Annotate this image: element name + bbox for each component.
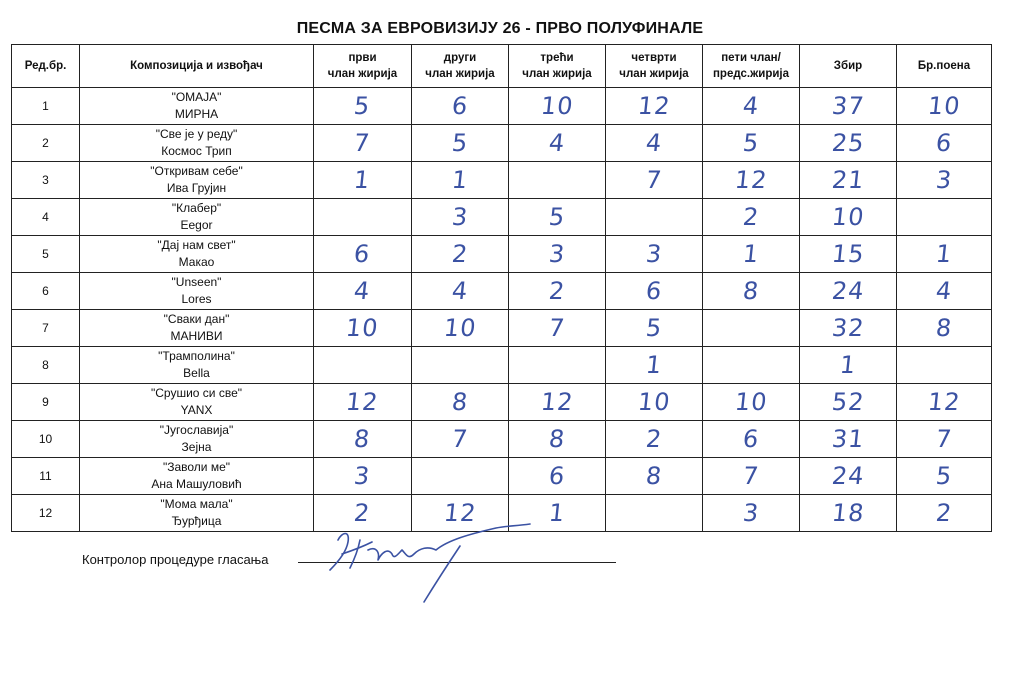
handwritten-value: 24	[830, 462, 866, 490]
song-title: "Трамполина"	[158, 349, 235, 363]
row-number: 10	[12, 421, 80, 458]
handwritten-value: 12	[636, 92, 672, 120]
juror-4-score	[606, 310, 703, 347]
sum-cell	[800, 421, 897, 458]
song-cell	[80, 495, 314, 532]
table-row	[12, 125, 992, 162]
handwritten-value: 1	[450, 166, 470, 194]
handwritten-value: 5	[741, 129, 761, 157]
table-row	[12, 458, 992, 495]
song-cell	[80, 421, 314, 458]
handwritten-value: 1	[741, 240, 761, 268]
handwritten-value: 10	[733, 388, 769, 416]
handwritten-value: 18	[830, 499, 866, 527]
juror-5-score	[703, 421, 800, 458]
handwritten-value: 5	[934, 462, 954, 490]
juror-4-score	[606, 421, 703, 458]
handwritten-value: 52	[830, 388, 866, 416]
handwritten-value: 3	[547, 240, 567, 268]
juror-5-score	[703, 347, 800, 384]
row-number: 3	[12, 162, 80, 199]
row-number: 4	[12, 199, 80, 236]
points-cell	[897, 125, 992, 162]
handwritten-value: 7	[934, 425, 954, 453]
song-artist: Lores	[181, 292, 212, 306]
handwritten-value: 25	[830, 129, 866, 157]
juror-2-score	[412, 421, 509, 458]
handwritten-value: 1	[352, 166, 373, 194]
juror-3-score	[509, 162, 606, 199]
juror-2-score	[412, 458, 509, 495]
handwritten-value: 8	[934, 314, 954, 342]
handwritten-value: 4	[644, 129, 664, 157]
table-row	[12, 421, 992, 458]
table-row	[12, 199, 992, 236]
juror-4-score	[606, 495, 703, 532]
sum-cell	[800, 88, 897, 125]
juror-4-score	[606, 199, 703, 236]
song-title: "Unseen"	[171, 275, 222, 289]
sum-cell	[800, 495, 897, 532]
handwritten-value: 12	[926, 388, 962, 416]
handwritten-value: 10	[539, 92, 575, 120]
juror-5-score	[703, 310, 800, 347]
handwritten-value: 24	[830, 277, 866, 305]
handwritten-value: 4	[547, 129, 567, 157]
handwritten-value: 3	[644, 240, 664, 268]
juror-5-score	[703, 199, 800, 236]
handwritten-value: 10	[830, 203, 866, 231]
juror-4-score	[606, 162, 703, 199]
juror-1-score	[314, 162, 412, 199]
table-row	[12, 88, 992, 125]
handwritten-value: 1	[934, 240, 954, 268]
sum-cell	[800, 125, 897, 162]
points-cell	[897, 384, 992, 421]
points-cell	[897, 458, 992, 495]
handwritten-value: 5	[450, 129, 470, 157]
handwritten-value: 10	[636, 388, 672, 416]
handwritten-value: 6	[741, 425, 761, 453]
song-title: "Све је у реду"	[155, 127, 238, 141]
handwritten-value: 2	[450, 240, 470, 268]
handwritten-value: 32	[830, 314, 866, 342]
song-title: "Клабер"	[171, 201, 222, 215]
handwritten-value: 5	[644, 314, 664, 342]
juror-4-score	[606, 273, 703, 310]
table-row	[12, 347, 992, 384]
handwritten-value: 4	[450, 277, 470, 305]
row-number: 5	[12, 236, 80, 273]
handwritten-value: 7	[741, 462, 761, 490]
song-artist: Ива Грујин	[166, 181, 227, 195]
juror-5-score	[703, 236, 800, 273]
juror-5-score	[703, 125, 800, 162]
juror-1-score	[314, 88, 412, 125]
handwritten-value: 2	[352, 499, 373, 527]
juror-5-score	[703, 273, 800, 310]
song-title: "ОМАЈА"	[171, 90, 222, 104]
row-number: 8	[12, 347, 80, 384]
header-row	[12, 45, 992, 88]
sum-cell	[800, 310, 897, 347]
page-title: ПЕСМА ЗА ЕВРОВИЗИЈУ 26 - ПРВО ПОЛУФИНАЛЕ	[296, 20, 704, 37]
handwritten-value: 2	[741, 203, 761, 231]
row-number: 9	[12, 384, 80, 421]
table-row	[12, 273, 992, 310]
row-number: 7	[12, 310, 80, 347]
song-cell	[80, 458, 314, 495]
points-cell	[897, 236, 992, 273]
handwritten-value: 5	[352, 92, 373, 120]
juror-2-score	[412, 125, 509, 162]
juror-5-score	[703, 88, 800, 125]
controller-label: Контролор процедуре гласања	[82, 552, 269, 567]
handwritten-value: 15	[830, 240, 866, 268]
handwritten-value: 1	[838, 351, 858, 379]
handwritten-value: 3	[352, 462, 373, 490]
handwritten-value: 10	[344, 314, 381, 342]
song-cell	[80, 273, 314, 310]
header-cell: четврти члан жирија	[606, 45, 703, 88]
sum-cell	[800, 236, 897, 273]
juror-3-score	[509, 347, 606, 384]
row-number: 12	[12, 495, 80, 532]
juror-4-score	[606, 236, 703, 273]
juror-1-score	[314, 236, 412, 273]
points-cell	[897, 495, 992, 532]
song-title: "Срушио си све"	[150, 386, 242, 400]
handwritten-value: 3	[450, 203, 470, 231]
sum-cell	[800, 384, 897, 421]
juror-2-score	[412, 199, 509, 236]
handwritten-value: 10	[442, 314, 478, 342]
song-cell	[80, 384, 314, 421]
header-cell: Композиција и извођач	[80, 45, 314, 88]
handwritten-value: 4	[352, 277, 373, 305]
sum-cell	[800, 199, 897, 236]
juror-3-score	[509, 458, 606, 495]
song-title: "Сваки дан"	[163, 312, 230, 326]
song-cell	[80, 310, 314, 347]
handwritten-value: 6	[644, 277, 664, 305]
song-title: "Југославија"	[159, 423, 234, 437]
row-number: 11	[12, 458, 80, 495]
header-cell: Збир	[800, 45, 897, 88]
handwritten-value: 2	[934, 499, 954, 527]
voting-table	[11, 44, 992, 532]
handwritten-value: 6	[352, 240, 373, 268]
juror-1-score	[314, 347, 412, 384]
handwritten-value: 6	[547, 462, 567, 490]
juror-2-score	[412, 347, 509, 384]
points-cell	[897, 273, 992, 310]
juror-5-score	[703, 162, 800, 199]
juror-1-score	[314, 273, 412, 310]
handwritten-value: 12	[539, 388, 575, 416]
handwritten-value: 8	[352, 425, 373, 453]
row-number: 6	[12, 273, 80, 310]
sum-cell	[800, 273, 897, 310]
juror-5-score	[703, 495, 800, 532]
song-artist: МАНИВИ	[170, 329, 223, 343]
song-artist: Зејна	[181, 440, 212, 454]
sum-cell	[800, 162, 897, 199]
table-row	[12, 310, 992, 347]
juror-3-score	[509, 384, 606, 421]
juror-2-score	[412, 236, 509, 273]
juror-3-score	[509, 273, 606, 310]
handwritten-value: 2	[547, 277, 567, 305]
juror-3-score	[509, 88, 606, 125]
header-cell: Ред.бр.	[12, 45, 80, 88]
points-cell	[897, 162, 992, 199]
sum-cell	[800, 458, 897, 495]
points-cell	[897, 199, 992, 236]
handwritten-value: 3	[934, 166, 954, 194]
handwritten-value: 7	[644, 166, 664, 194]
handwritten-value: 7	[547, 314, 567, 342]
juror-2-score	[412, 88, 509, 125]
handwritten-value: 12	[344, 388, 381, 416]
juror-1-score	[314, 421, 412, 458]
handwritten-value: 12	[442, 499, 478, 527]
song-title: "Мома мала"	[160, 497, 233, 511]
song-cell	[80, 88, 314, 125]
points-cell	[897, 421, 992, 458]
juror-2-score	[412, 162, 509, 199]
juror-1-score	[314, 458, 412, 495]
points-cell	[897, 310, 992, 347]
song-cell	[80, 199, 314, 236]
signature-image	[320, 520, 540, 610]
points-cell	[897, 347, 992, 384]
juror-1-score	[314, 384, 412, 421]
juror-5-score	[703, 458, 800, 495]
handwritten-value: 21	[830, 166, 866, 194]
song-artist: Ана Машуловић	[151, 477, 242, 491]
juror-4-score	[606, 458, 703, 495]
sum-cell	[800, 347, 897, 384]
song-artist: Макао	[178, 255, 215, 269]
juror-2-score	[412, 310, 509, 347]
juror-1-score	[314, 125, 412, 162]
song-artist: Eegor	[180, 218, 213, 232]
handwritten-value: 4	[741, 92, 761, 120]
handwritten-value: 1	[547, 499, 567, 527]
handwritten-value: 3	[741, 499, 761, 527]
handwritten-value: 8	[547, 425, 567, 453]
juror-4-score	[606, 384, 703, 421]
handwritten-value: 31	[830, 425, 866, 453]
handwritten-value: 7	[450, 425, 470, 453]
song-title: "Заволи ме"	[162, 460, 231, 474]
song-artist: YANX	[180, 403, 213, 417]
juror-4-score	[606, 347, 703, 384]
handwritten-value: 7	[352, 129, 373, 157]
juror-3-score	[509, 199, 606, 236]
handwritten-value: 2	[644, 425, 664, 453]
song-title: "Откривам себе"	[150, 164, 243, 178]
header-cell: други члан жирија	[412, 45, 509, 88]
table-row	[12, 162, 992, 199]
juror-2-score	[412, 273, 509, 310]
handwritten-value: 6	[450, 92, 470, 120]
juror-4-score	[606, 125, 703, 162]
header-cell: први члан жирија	[314, 45, 412, 88]
song-artist: Ђурђица	[171, 514, 222, 528]
header-cell: пети члан/ предс.жирија	[703, 45, 800, 88]
juror-4-score	[606, 88, 703, 125]
handwritten-value: 12	[733, 166, 769, 194]
song-cell	[80, 236, 314, 273]
song-artist: Bella	[183, 366, 210, 380]
song-artist: МИРНА	[174, 107, 219, 121]
juror-1-score	[314, 310, 412, 347]
handwritten-value: 6	[934, 129, 954, 157]
juror-3-score	[509, 310, 606, 347]
points-cell	[897, 88, 992, 125]
song-cell	[80, 125, 314, 162]
juror-2-score	[412, 384, 509, 421]
handwritten-value: 1	[644, 351, 664, 379]
handwritten-value: 8	[644, 462, 664, 490]
table-row	[12, 236, 992, 273]
song-cell	[80, 347, 314, 384]
handwritten-value: 8	[450, 388, 470, 416]
handwritten-value: 37	[830, 92, 866, 120]
handwritten-value: 8	[741, 277, 761, 305]
row-number: 2	[12, 125, 80, 162]
song-title: "Дај нам свет"	[157, 238, 236, 252]
song-cell	[80, 162, 314, 199]
juror-3-score	[509, 236, 606, 273]
juror-3-score	[509, 125, 606, 162]
handwritten-value: 5	[547, 203, 567, 231]
header-cell: Бр.поена	[897, 45, 992, 88]
handwritten-value: 10	[926, 92, 962, 120]
juror-1-score	[314, 199, 412, 236]
song-artist: Космос Трип	[161, 144, 232, 158]
handwritten-value: 4	[934, 277, 954, 305]
juror-5-score	[703, 384, 800, 421]
juror-3-score	[509, 421, 606, 458]
row-number: 1	[12, 88, 80, 125]
table-row	[12, 384, 992, 421]
header-cell: трећи члан жирија	[509, 45, 606, 88]
